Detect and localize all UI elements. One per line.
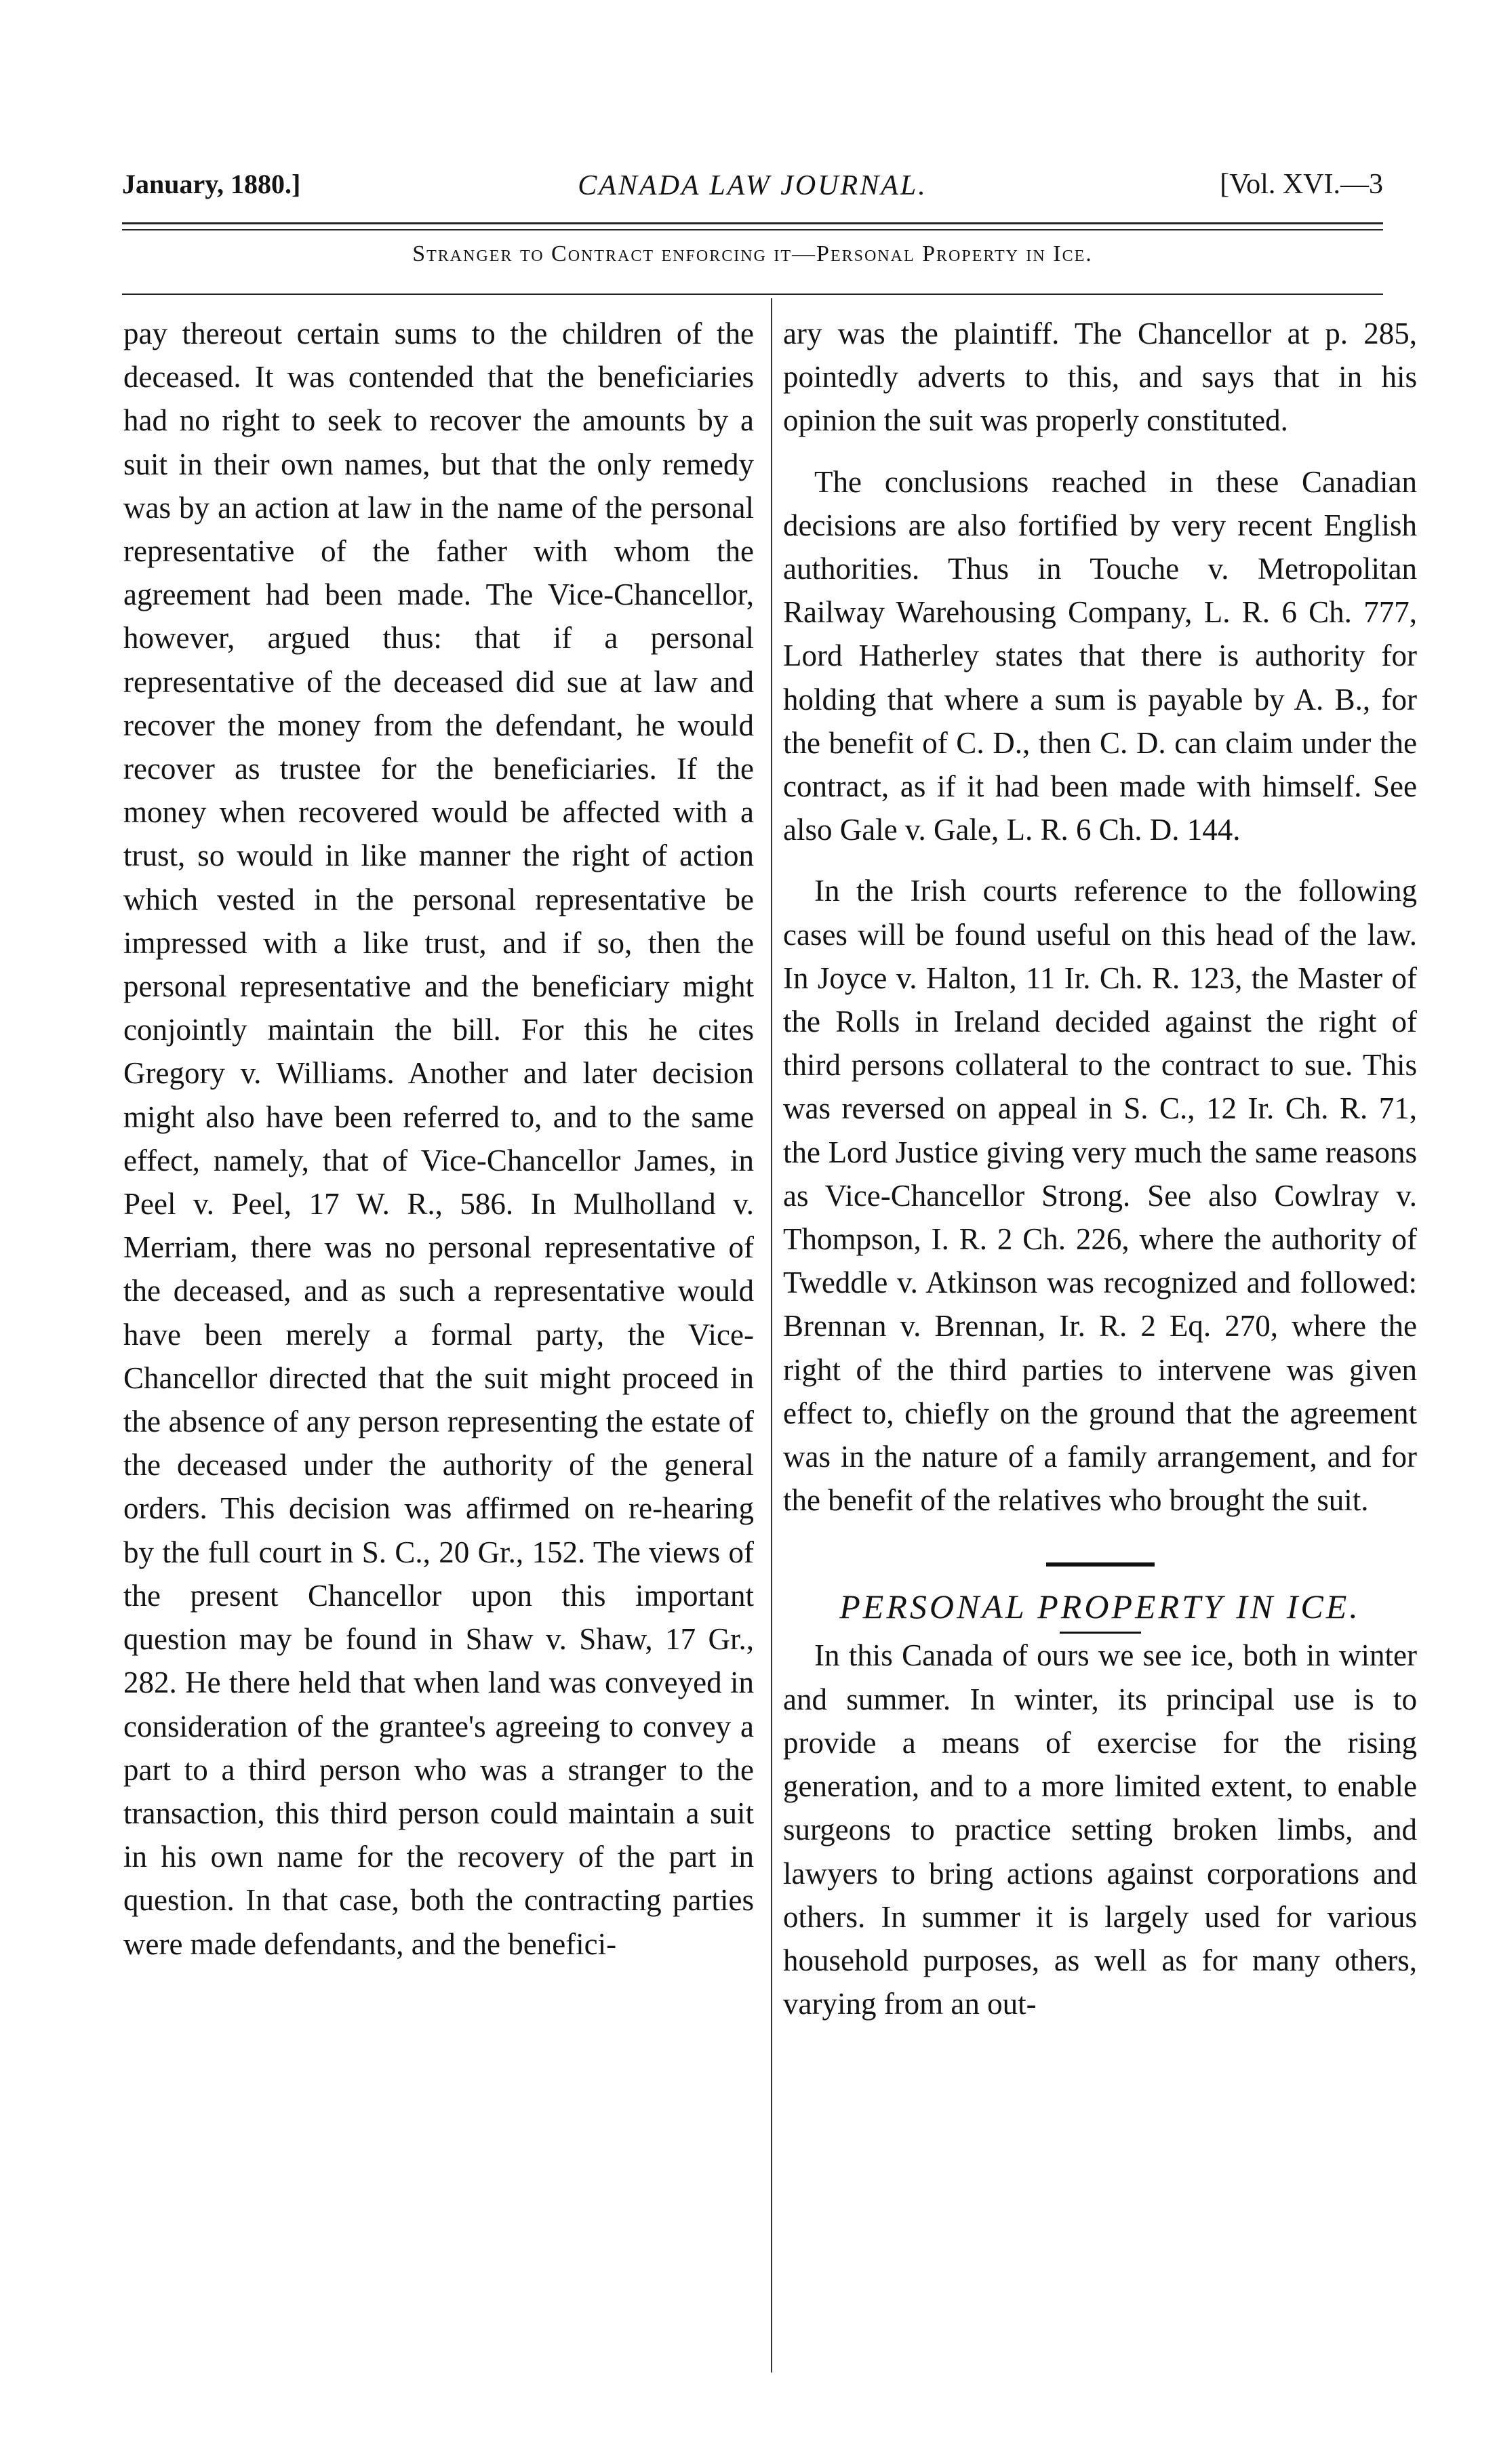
article-title: PERSONAL PROPERTY IN ICE. xyxy=(839,1588,1361,1626)
section-title: Stranger to Contract enforcing it—Personal Property in Ice. xyxy=(412,241,1093,266)
article-paragraph: In this Canada of ours we see ice, both in winter and summer. In winter, its principal use is to provide a means of exercise for the rising generation, and to a more limited extent, to enable surgeons to practice setting broken limbs, and lawyers to bring actions against corporations and others. In summer it is largely used for various household purposes, as well as for many others, varying from an out- xyxy=(783,1638,1417,2021)
right-column xyxy=(783,312,1417,2025)
volume-number: [Vol. XVI.—3 xyxy=(1220,169,1383,200)
column-divider xyxy=(771,298,772,2372)
running-head xyxy=(122,168,1383,216)
right-paragraph-irish-courts: In the Irish courts reference to the following cases will be found useful on this head of the law. In Joyce v. Halton, 11 Ir. Ch. R. 123, the Master of the Rolls in Ireland decided against the right of third persons collateral to the contract to sue. This was reversed on appeal in S. C., 12 Ir. Ch. R. 71, the Lord Justice giving very much the same reasons as Vice-Chancellor Strong. See also Cowlray v. Thompson, I. R. 2 Ch. 226, where the authority of Tweddle v. Atkinson was recognized and followed: Brennan v. Brennan, Ir. R. 2 Eq. 270, where the right of the third parties to intervene was given effect to, chiefly on the ground that the agreement was in the nature of a family arrangement, and for the benefit of the relatives who brought the suit. xyxy=(783,874,1417,1518)
right-paragraph-continuation: ary was the plaintiff. The Chancellor at p. 285, pointedly adverts to this, and says that in his opinion the suit was properly constituted. xyxy=(783,317,1417,438)
issue-date: January, 1880.] xyxy=(122,169,301,199)
left-paragraph: pay thereout certain sums to the children of the deceased. It was contended that the beneficiaries had no right to seek to recover the amounts by a suit in their own names, but that the only remedy was by an action at law in the name of the personal representative of the father with whom the agreement had been made. The Vice-Chancellor, however, argued thus: that if a personal representative of the deceased did sue at law and recover the money from the defendant, he would recover as trustee for the beneficiaries. If the money when recovered would be affected with a trust, so would in like manner the right of action which vested in the personal representative be impressed with a like trust, and if so, then the personal representative and the beneficiary might conjointly maintain the bill. For this he cites Gregory v. Williams. Another and later decision might also have been referred to, and to the same effect, namely, that of Vice-Chancellor James, in Peel v. Peel, 17 W. R., 586. In Mulholland v. Merriam, there was no personal representative of the deceased, and as such a representative would have been merely a formal party, the Vice-Chancellor directed that the suit might proceed in the absence of any person representing the estate of the deceased under the authority of the general orders. This decision was affirmed on re-hearing by the full court in S. C., 20 Gr., 152. The views of the present Chancellor upon this important question may be found in Shaw v. Shaw, 17 Gr., 282. He there held that when land was conveyed in consideration of the grantee's agreeing to convey a part to a third person who was a stranger to the transaction, this third person could maintain a suit in his own name for the recovery of the part in question. In that case, both the contracting parties were made defendants, and the benefici- xyxy=(123,317,754,1961)
article-rule-top xyxy=(1046,1562,1155,1567)
section-rule xyxy=(122,294,1383,295)
header-rule-top xyxy=(122,222,1383,224)
header-rule-bottom xyxy=(122,229,1383,230)
left-column xyxy=(123,312,754,1966)
journal-title: CANADA LAW JOURNAL. xyxy=(578,170,927,201)
right-paragraph-conclusions: The conclusions reached in these Canadian decisions are also fortified by very recent English authorities. Thus in Touche v. Metropolitan Railway Warehousing Company, L. R. 6 Ch. 777, Lord Hatherley states that there is authority for holding that where a sum is payable by A. B., for the benefit of C. D., then C. D. can claim under the contract, as if it had been made with himself. See also Gale v. Gale, L. R. 6 Ch. D. 144. xyxy=(783,464,1417,847)
article-ice xyxy=(783,1562,1417,2025)
